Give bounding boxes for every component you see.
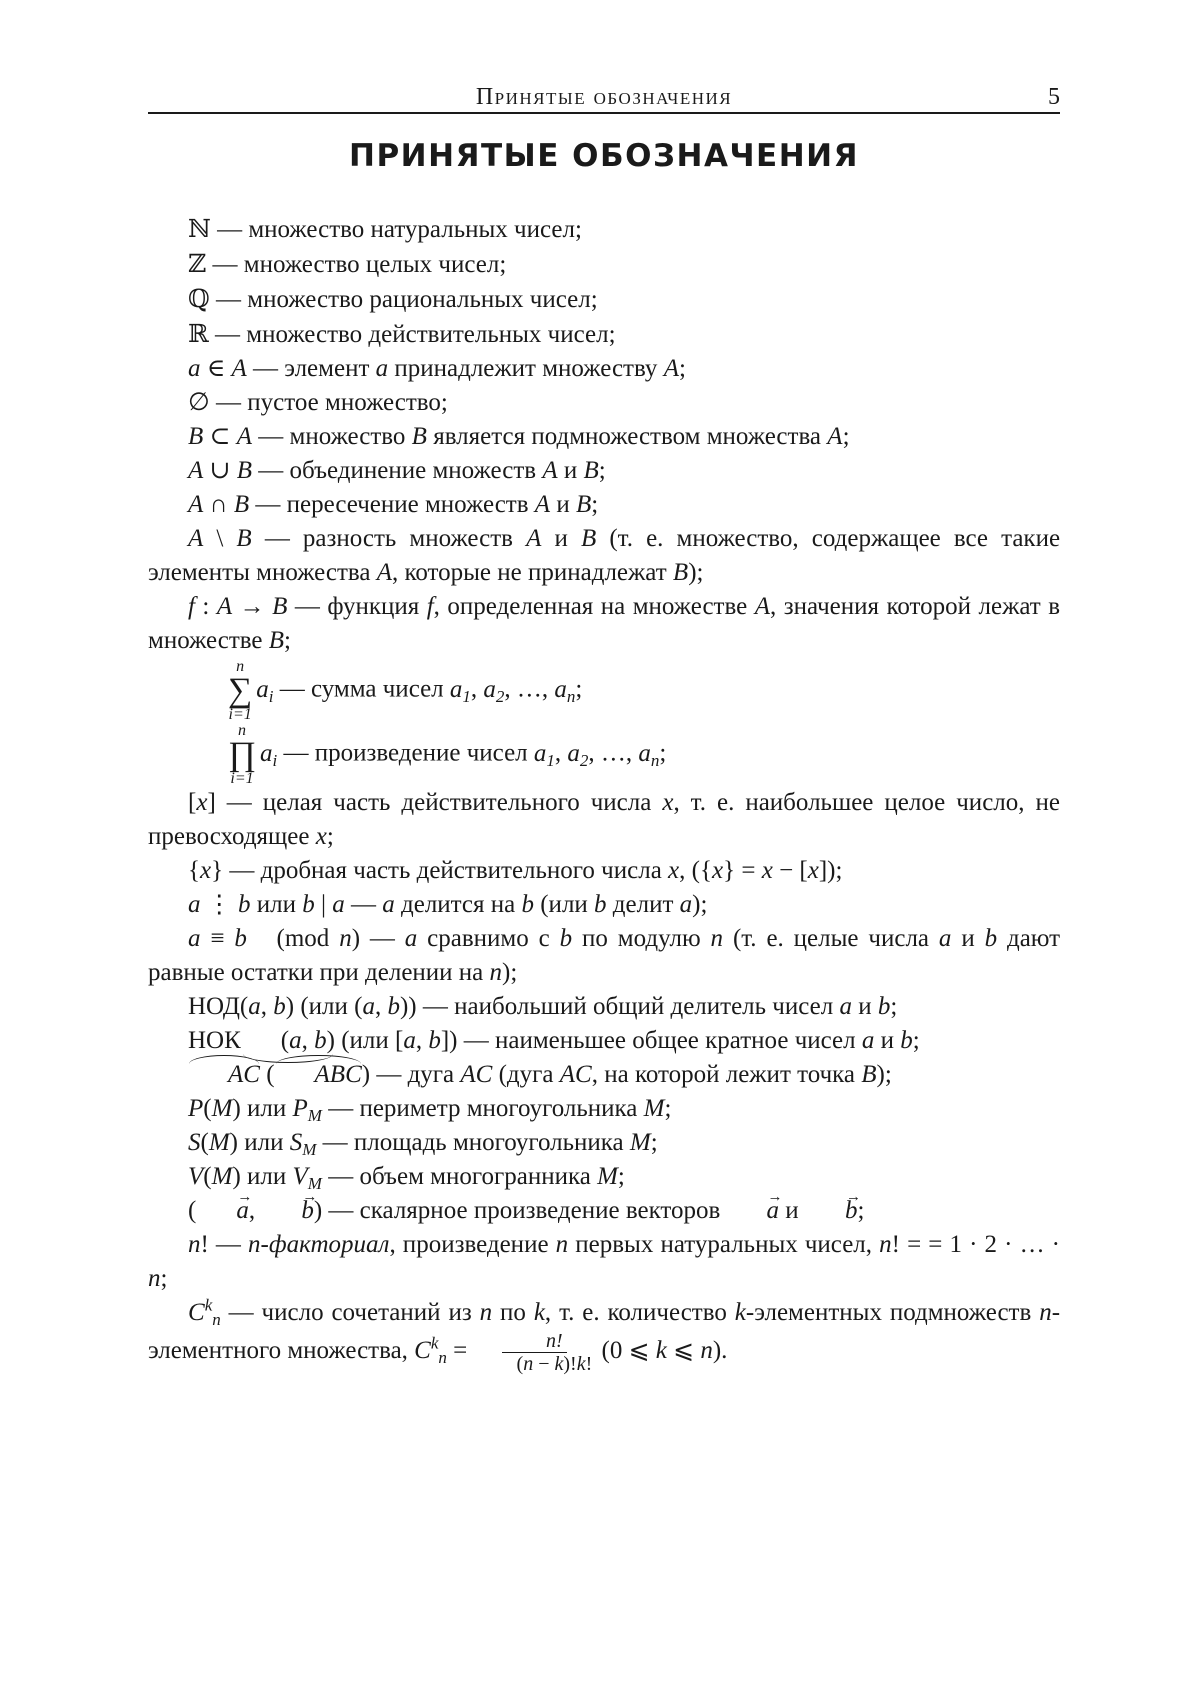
notation-naturals: ℕ — множество натуральных чисел;	[188, 214, 582, 243]
notation-reals: ℝ — множество действительных чисел;	[188, 319, 616, 348]
notation-factorial: n! — n-факториал, произведение n первых натуральных чисел, n! = = 1 · 2 · … · n;	[148, 1231, 1061, 1292]
product-operator: n ∏ i=1	[228, 722, 256, 787]
notation-integer-part: [x] — целая часть действительного числа x, т. е. наибольшее целое число, не превосходящее x;	[148, 789, 1060, 850]
binomial-fraction: $\frac{n!}{(n - k)!k!}$	[477, 1330, 593, 1375]
book-page	[148, 0, 1060, 1700]
notation-divides: a ⋮ b или b | a — a делится на b (или b делит a);	[188, 891, 708, 918]
notation-area: S(M) или $S_M$ — площадь многоугольника M;	[188, 1129, 658, 1160]
notation-volume: V(M) или $V_M$ — объем многогранника M;	[188, 1163, 625, 1194]
notation-lcm: НОК (a, b) (или [a, b]) — наименьшее общее кратное чисел a и b;	[148, 1024, 1060, 1058]
notation-rationals: ℚ — множество рациональных чисел;	[188, 284, 598, 313]
notation-intersection: A ∩ B — пересечение множеств A и B;	[188, 491, 599, 518]
page-title: ПРИНЯТЫЕ ОБОЗНАЧЕНИЯ	[349, 138, 859, 174]
notation-function: f : A → B — функция f, определенная на множестве A, значения которой лежат в множестве B;	[148, 593, 1061, 654]
notation-difference: A \ B — разность множеств A и B (т. е. множество, содержащее все такие элементы множества A, которые не принадлежат B);	[148, 525, 1061, 586]
notation-congruence: a ≡ b (mod n) — a сравнимо с b по модулю n (т. е. целые числа a и b дают равные остатки при делении на n);	[148, 925, 1061, 986]
notation-list	[148, 212, 1060, 1375]
notation-integers: ℤ — множество целых чисел;	[188, 249, 507, 278]
notation-element-of: a ∈ A — элемент a принадлежит множеству A;	[188, 355, 686, 382]
notation-dot-product: (→ a, → b) — скалярное произведение векторов → a и → b;	[148, 1194, 1060, 1228]
sum-operator: n ∑ i=1	[228, 658, 253, 723]
notation-empty-set: ∅ — пустое множество;	[188, 389, 448, 416]
running-title: Принятые обозначения	[475, 84, 733, 110]
page-number: 5	[1048, 84, 1060, 110]
notation-fractional-part: {x} — дробная часть действительного числа x, ({x} = x − [x]);	[188, 857, 843, 884]
notation-binomial: $C^k_n$ — число сочетаний из n по k, т. е. количество k-элементных подмножеств n-элементного множества, $C^k_n$ = $\frac{n!}{(n - k)!k!}$ (0 ⩽ k ⩽ n).	[148, 1295, 1061, 1375]
notation-subset: B ⊂ A — множество B является подмножеством множества A;	[188, 423, 850, 450]
notation-sum: n ∑ i=1 $a_i$ — сумма чисел $a_1$, $a_2$, …, $a_n$;	[148, 658, 1060, 722]
notation-union: A ∪ B — объединение множеств A и B;	[188, 457, 606, 484]
notation-arc: AC ( ABC) — дуга AC (дуга AC, на которой лежит точка B);	[148, 1058, 1060, 1092]
running-header	[148, 82, 1060, 114]
notation-perimeter: P(M) или $P_M$ — периметр многоугольника M;	[188, 1095, 672, 1126]
notation-product: n ∏ i=1 $a_i$ — произведение чисел $a_1$, $a_2$, …, $a_n$;	[148, 722, 1060, 786]
notation-gcd: НОД(a, b) (или (a, b)) — наибольший общий делитель чисел a и b;	[188, 993, 898, 1020]
